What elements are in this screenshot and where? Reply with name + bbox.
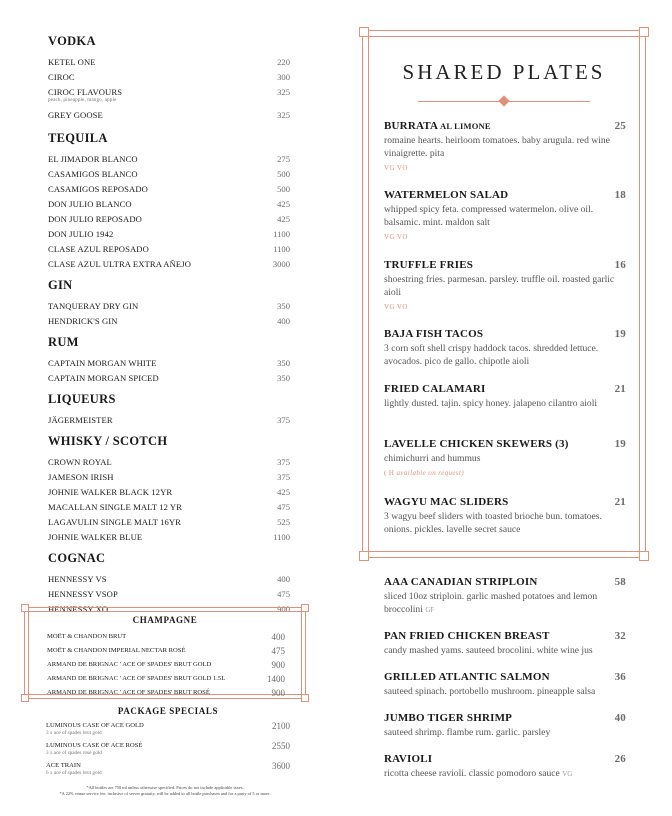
- dish-description: sliced 10oz striploin. garlic mashed potatoes and lemon broccolini: [384, 591, 598, 615]
- champagne-title: CHAMPAGNE: [132, 615, 198, 625]
- item-name: DON JULIO REPOSADO: [48, 214, 142, 224]
- item-name: CAPTAIN MORGAN SPICED: [48, 373, 159, 383]
- menu-item: [48, 212, 290, 227]
- item-name: ACE TRAIN: [46, 762, 81, 769]
- dish-description: ricotta cheese ravioli. classic pomodoro sauce: [384, 768, 560, 779]
- dish-item: [384, 328, 626, 368]
- menu-item: [48, 485, 290, 500]
- item-subtitle: peach, pineapple, mango, apple: [48, 97, 117, 103]
- frame-corner: [639, 551, 649, 561]
- dish-name: PAN FRIED CHICKEN BREAST: [384, 630, 550, 642]
- dish-name: LAVELLE CHICKEN SKEWERS (3): [384, 438, 569, 450]
- section-title: LIQUEURS: [48, 392, 116, 406]
- main-item: [384, 753, 626, 781]
- item-name: ARMAND DE BRIGNAC ' ACE OF SPADES' BRUT GOLD 1.5L: [47, 675, 226, 682]
- dish-description: lightly dusted. tajin. spicy honey. jalapeno cilantro aioli: [384, 398, 598, 409]
- frame-corner: [359, 551, 369, 561]
- dietary-note: available on request): [396, 469, 465, 477]
- dish-name: WAGYU MAC SLIDERS: [384, 496, 509, 508]
- dish-price: 58: [614, 576, 626, 588]
- menu-item: [47, 672, 285, 686]
- menu-item: [47, 644, 285, 658]
- item-name: CLASE AZUL ULTRA EXTRA AÑEJO: [48, 259, 192, 269]
- item-price: 900: [277, 604, 290, 614]
- item-price: 350: [277, 358, 290, 368]
- item-price: 375: [277, 472, 290, 482]
- item-name: JOHNIE WALKER BLUE: [48, 532, 143, 542]
- section-title: WHISKY / SCOTCH: [48, 434, 168, 448]
- item-price: 400: [277, 574, 290, 584]
- item-name: CASAMIGOS REPOSADO: [48, 184, 148, 194]
- item-name: JAMESON IRISH: [48, 472, 114, 482]
- dish-name-suffix: AL LIMONE: [438, 121, 491, 131]
- menu-item: [48, 257, 290, 272]
- item-name: EL JIMADOR BLANCO: [48, 154, 138, 164]
- item-name: CIROC: [48, 72, 75, 82]
- item-name: ARMAND DE BRIGNAC ' ACE OF SPADES' BRUT GOLD: [47, 661, 212, 668]
- dish-description: sauteed spinach. portobello mushroom. pineapple salsa: [384, 686, 596, 697]
- menu-item: [48, 572, 290, 587]
- menu-item: [48, 87, 290, 105]
- menu-item: [48, 242, 290, 257]
- item-price: 1100: [273, 532, 290, 542]
- item-name: MACALLAN SINGLE MALT 12 YR: [48, 502, 183, 512]
- section-title: TEQUILA: [48, 131, 108, 145]
- dish-price: 36: [614, 671, 626, 683]
- dietary-tag: GF: [425, 606, 435, 614]
- dish-item: [384, 259, 626, 311]
- dish-price: 19: [614, 438, 626, 450]
- item-subtitle: 3 x ace of spades brut gold: [46, 730, 102, 736]
- dish-price: 18: [614, 189, 626, 201]
- item-price: 500: [277, 169, 290, 179]
- dish-price: 26: [614, 753, 626, 765]
- frame-corner: [301, 604, 309, 612]
- dish-item: [384, 383, 626, 410]
- dish-description: romaine hearts. heirloom tomatoes. baby arugula. red wine vinaigrette. pita: [384, 135, 610, 159]
- frame-corner: [639, 27, 649, 37]
- item-price: 475: [271, 646, 285, 656]
- section-title: COGNAC: [48, 551, 106, 565]
- shared-plates-title: SHARED PLATES: [402, 60, 606, 84]
- item-name: CASAMIGOS BLANCO: [48, 169, 138, 179]
- item-name: MOËT & CHANDON BRUT: [47, 633, 127, 640]
- menu-item: [48, 413, 290, 428]
- frame-corner: [301, 694, 309, 702]
- item-name: LUMINOUS CASE OF ACE GOLD: [46, 722, 144, 729]
- menu-item: [47, 686, 285, 700]
- package-specials: [46, 706, 290, 782]
- item-price: 1100: [273, 229, 290, 239]
- package-title: PACKAGE SPECIALS: [117, 706, 219, 716]
- item-name: CIROC FLAVOURS: [48, 87, 123, 97]
- dish-price: 21: [614, 383, 626, 395]
- item-subtitle: 3 x ace of spades rosé gold: [46, 750, 102, 756]
- menu-item: [47, 630, 285, 644]
- item-name: GREY GOOSE: [48, 110, 103, 120]
- main-item: [384, 671, 626, 698]
- menu-item: [48, 167, 290, 182]
- footnote: [24, 785, 306, 797]
- item-price: 475: [277, 589, 290, 599]
- dish-description: 3 corn soft shell crispy haddock tacos. shredded lettuce. avocados. pico de gallo. chipotle aioli: [384, 343, 599, 367]
- section-whisky: [48, 434, 290, 545]
- item-price: 425: [277, 214, 290, 224]
- dish-item: [384, 189, 626, 241]
- item-name: ARMAND DE BRIGNAC ' ACE OF SPADES' BRUT ROSÉ: [47, 689, 210, 696]
- menu-item: [48, 227, 290, 242]
- menu-item: [48, 70, 290, 85]
- dish-name: RAVIOLI: [384, 753, 433, 765]
- menu-item: [48, 182, 290, 197]
- frame-corner: [359, 27, 369, 37]
- section-title: RUM: [48, 335, 79, 349]
- menu-item: [48, 587, 290, 602]
- menu-item: [48, 530, 290, 545]
- item-name: DON JULIO 1942: [48, 229, 114, 239]
- item-price: 425: [277, 199, 290, 209]
- footnote-line: *All bottles are 750 ml unless otherwise specified. Prices do not include applicable taxes.: [86, 785, 244, 790]
- section-rum: [48, 335, 290, 386]
- menu-item: [48, 371, 290, 386]
- menu-item: [48, 55, 290, 70]
- menu-item: [46, 742, 290, 756]
- item-price: 400: [271, 632, 285, 642]
- item-name: HENNESSY XO: [48, 604, 109, 614]
- menu-item: [46, 762, 290, 776]
- item-price: 900: [271, 660, 285, 670]
- main-item: [384, 576, 626, 617]
- dietary-tag: ( H: [384, 469, 395, 477]
- item-price: 475: [277, 502, 290, 512]
- section-tequila: [48, 131, 290, 272]
- item-price: 1400: [267, 674, 285, 684]
- dish-description: sauteed shrimp. flambe rum. garlic. parsley: [384, 727, 551, 738]
- item-subtitle: 6 x ace of spades brut gold: [46, 770, 102, 776]
- menu-item: [48, 197, 290, 212]
- footnote-line: *A 22% venue service fee, inclusive of server gratuity, will be added to all bottle purchases and for a party of 5 or more.: [59, 791, 271, 796]
- dish-item: [384, 496, 626, 536]
- dish-item: [384, 438, 626, 477]
- dish-price: 40: [614, 712, 626, 724]
- item-name: CAPTAIN MORGAN WHITE: [48, 358, 157, 368]
- menu-item: [48, 500, 290, 515]
- spirits-menu: [48, 34, 290, 623]
- dietary-tag: VG VO: [384, 164, 408, 172]
- dish-price: 32: [614, 630, 626, 642]
- frame-corner: [21, 604, 29, 612]
- dish-name: TRUFFLE FRIES: [384, 259, 474, 271]
- item-price: 375: [277, 457, 290, 467]
- dish-description: 3 wagyu beef sliders with toasted brioche bun. tomatoes. onions. pickles. lavelle secret sauce: [384, 511, 602, 535]
- main-item: [384, 712, 626, 739]
- frame-corner: [21, 694, 29, 702]
- section-title: VODKA: [48, 34, 96, 48]
- item-price: 375: [277, 415, 290, 425]
- dish-name: BAJA FISH TACOS: [384, 328, 484, 340]
- item-name: HENNESSY VS: [48, 574, 107, 584]
- champagne-list: [47, 630, 285, 700]
- item-name: JOHNIE WALKER BLACK 12YR: [48, 487, 173, 497]
- dish-item: [384, 120, 626, 172]
- section-vodka: [48, 34, 290, 123]
- item-name: DON JULIO BLANCO: [48, 199, 132, 209]
- item-name: TANQUERAY DRY GIN: [48, 301, 139, 311]
- item-price: 275: [277, 154, 290, 164]
- menu-item: [48, 152, 290, 167]
- item-price: 900: [271, 688, 285, 698]
- champagne-box: [24, 607, 306, 699]
- item-price: 525: [277, 517, 290, 527]
- item-price: 300: [277, 72, 290, 82]
- section-title: GIN: [48, 278, 73, 292]
- item-price: 325: [277, 87, 290, 97]
- menu-item: [48, 470, 290, 485]
- menu-item: [48, 314, 290, 329]
- dish-price: 21: [614, 496, 626, 508]
- menu-item: [48, 515, 290, 530]
- dish-price: 25: [614, 120, 626, 132]
- dish-name: GRILLED ATLANTIC SALMON: [384, 671, 550, 683]
- dish-price: 16: [614, 259, 626, 271]
- item-name: CLASE AZUL REPOSADO: [48, 244, 149, 254]
- item-price: 350: [277, 373, 290, 383]
- main-item: [384, 630, 626, 657]
- item-name: LAGAVULIN SINGLE MALT 16YR: [48, 517, 182, 527]
- menu-item: [46, 722, 290, 736]
- dish-description: whipped spicy feta. compressed watermelon. olive oil. balsamic. mint. maldon salt: [384, 204, 594, 228]
- dish-name: FRIED CALAMARI: [384, 383, 486, 395]
- dish-price: 19: [614, 328, 626, 340]
- section-liqueurs: [48, 392, 290, 428]
- item-price: 1100: [273, 244, 290, 254]
- item-price: 350: [277, 301, 290, 311]
- item-price: 325: [277, 110, 290, 120]
- dish-name: BURRATA: [384, 120, 439, 132]
- item-price: 2550: [272, 741, 290, 751]
- dish-name: WATERMELON SALAD: [384, 189, 509, 201]
- item-name: JÄGERMEISTER: [48, 415, 113, 425]
- item-price: 3600: [272, 761, 290, 771]
- dietary-tag: VG VO: [384, 303, 408, 311]
- menu-item: [48, 108, 290, 123]
- section-gin: [48, 278, 290, 329]
- item-name: MOËT & CHANDON IMPERIAL NECTAR ROSÉ: [47, 647, 186, 654]
- item-price: 425: [277, 487, 290, 497]
- dish-name: AAA CANADIAN STRIPLOIN: [384, 576, 538, 588]
- item-name: CROWN ROYAL: [48, 457, 112, 467]
- item-price: 220: [277, 57, 290, 67]
- dish-description: chimichurri and hummus: [384, 453, 481, 464]
- menu-item: [48, 455, 290, 470]
- item-name: HENNESSY VSOP: [48, 589, 118, 599]
- dietary-tag: VG: [562, 770, 573, 778]
- item-price: 400: [277, 316, 290, 326]
- dish-name: JUMBO TIGER SHRIMP: [384, 712, 513, 724]
- dietary-tag: VG VO: [384, 233, 408, 241]
- menu-item: [48, 299, 290, 314]
- item-name: HENDRICK'S GIN: [48, 316, 118, 326]
- menu-item: [47, 658, 285, 672]
- menu-item: [48, 356, 290, 371]
- dish-description: shoestring fries. parmesan. parsley. truffle oil. roasted garlic aioli: [384, 274, 615, 298]
- item-price: 500: [277, 184, 290, 194]
- item-name: LUMINOUS CASE OF ACE ROSÉ: [46, 742, 143, 749]
- item-name: KETEL ONE: [48, 57, 96, 67]
- item-price: 3000: [272, 259, 290, 269]
- dish-description: candy mashed yams. sauteed brocolini. white wine jus: [384, 645, 593, 656]
- item-price: 2100: [272, 721, 290, 731]
